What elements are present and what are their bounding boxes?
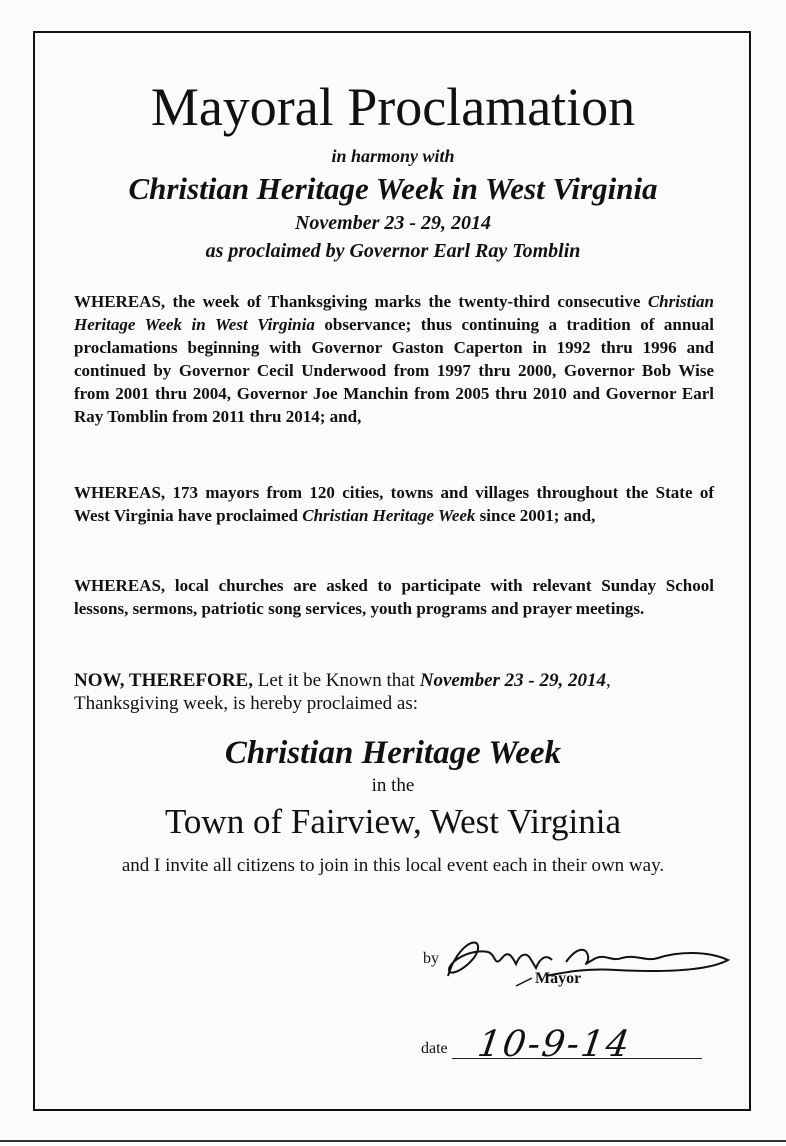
proclaimed-event-name: Christian Heritage Week — [224, 735, 562, 771]
invitation-text: and I invite all citizens to join in this local event each in their own way. — [121, 855, 665, 876]
whereas-lead: WHEREAS, — [74, 292, 166, 311]
page-bottom-edge — [0, 1140, 786, 1142]
whereas-paragraph-3: WHEREAS, local churches are asked to participate with relevant Sunday School lessons, sermons, patriotic song services, youth programs and prayer meetings. — [74, 576, 714, 618]
subtitle-in-harmony: in harmony with — [331, 146, 455, 166]
signature-by-label: by — [423, 950, 439, 967]
mayor-label: Mayor — [535, 970, 582, 987]
whereas-lead: WHEREAS, — [74, 576, 166, 595]
date-label: date — [421, 1040, 448, 1057]
whereas-lead: WHEREAS, — [74, 483, 166, 502]
in-the-label: in the — [371, 775, 415, 796]
therefore-lead: NOW, THEREFORE, — [74, 670, 253, 691]
document-title: Mayoral Proclamation — [150, 77, 636, 137]
subtitle-dates: November 23 - 29, 2014 — [294, 212, 492, 234]
therefore-paragraph: NOW, THEREFORE, Let it be Known that November 23 - 29, 2014, Thanksgiving week, is hereby proclaimed as: — [74, 670, 611, 714]
whereas-paragraph-2: WHEREAS, 173 mayors from 120 cities, towns and villages throughout the State of West Virginia have proclaimed Christian Heritage Week since 2001; and, — [74, 483, 714, 525]
mayor-signature — [436, 928, 736, 988]
subtitle-proclaimed-by: as proclaimed by Governor Earl Ray Tomblin — [205, 240, 581, 262]
whereas-paragraph-1: WHEREAS, the week of Thanksgiving marks the twenty-third consecutive Christian Heritage Week in West Virginia observance; thus continuing a tradition of annual proclamations beginning with Governor Gaston Caperton in 1992 thru 1996 and continued by Governor Cecil Underwood from 1997 thru 2000, Governor Bob Wise from 2001 thru 2004, Governor Joe Manchin from 2005 thru 2010 and Governor Earl Ray Tomblin from 2011 thru 2014; and, — [74, 292, 715, 426]
town-name: Town of Fairview, West Virginia — [164, 802, 621, 841]
subtitle-event-name: Christian Heritage Week in West Virginia — [128, 171, 658, 206]
handwritten-date: 10-9-14 — [475, 1024, 634, 1065]
